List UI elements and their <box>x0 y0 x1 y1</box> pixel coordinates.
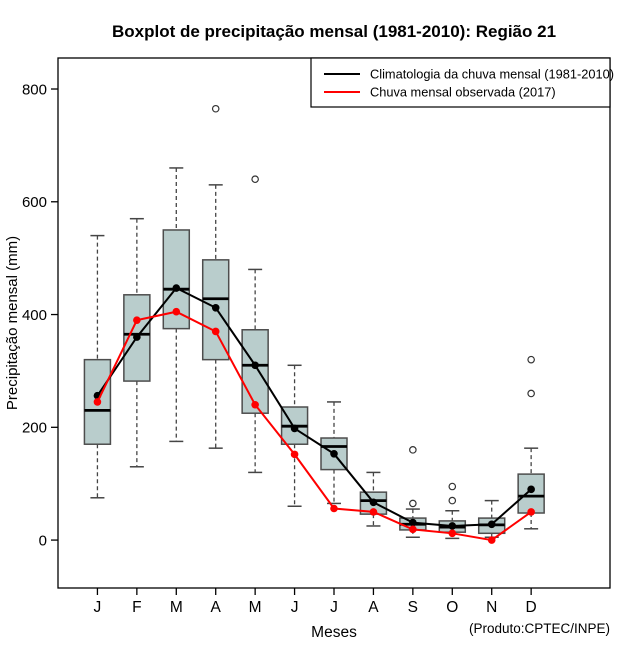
series-point <box>330 450 338 458</box>
boxplot-month <box>282 365 308 506</box>
x-tick-label: S <box>407 599 419 616</box>
x-tick-label: M <box>169 599 183 616</box>
outlier-point <box>410 447 416 453</box>
series-point <box>172 308 180 316</box>
x-tick-label: D <box>525 599 537 616</box>
boxplot-month <box>84 236 110 498</box>
chart-title: Boxplot de precipitação mensal (1981-2010): Região 21 <box>111 22 557 41</box>
series-line <box>97 288 531 526</box>
y-axis-title: Precipitação mensal (mm) <box>4 235 21 411</box>
series-point <box>488 520 496 528</box>
x-tick-label: A <box>210 599 221 616</box>
series-point <box>133 316 141 324</box>
boxplot-month <box>518 356 544 528</box>
x-tick-label: A <box>368 599 379 616</box>
series-point <box>172 284 180 292</box>
series-point <box>527 486 535 494</box>
series-point <box>330 505 338 513</box>
y-tick-label: 400 <box>21 306 47 324</box>
y-axis <box>4 81 58 549</box>
y-tick-label: 600 <box>21 194 47 212</box>
series-point <box>370 498 378 506</box>
series-point <box>448 530 456 538</box>
observed-series <box>94 308 535 544</box>
iqr-box <box>518 474 544 513</box>
series-point <box>291 425 299 433</box>
series-point <box>291 451 299 459</box>
x-tick-label: J <box>290 599 299 616</box>
legend-label: Chuva mensal observada (2017) <box>370 84 556 100</box>
legend-box <box>311 58 610 107</box>
series-point <box>488 536 496 544</box>
series-point <box>251 361 259 369</box>
boxplot-month <box>242 176 268 472</box>
outlier-point <box>410 500 416 506</box>
boxplot-month <box>163 168 189 441</box>
y-tick-label: 0 <box>38 532 47 550</box>
series-line <box>97 312 531 540</box>
series-point <box>212 304 220 312</box>
outlier-point <box>528 356 534 362</box>
x-tick-label: O <box>446 599 459 616</box>
series-point <box>409 519 417 527</box>
series-point <box>133 333 141 341</box>
series-point <box>94 398 102 406</box>
outlier-point <box>213 106 219 112</box>
climatology-series <box>94 284 535 530</box>
legend <box>311 58 614 107</box>
x-tick-label: J <box>330 599 338 616</box>
boxplot-month <box>124 219 150 467</box>
iqr-box <box>242 330 268 413</box>
series-point <box>527 508 535 516</box>
x-tick-label: J <box>93 599 102 616</box>
legend-label: Climatologia da chuva mensal (1981-2010) <box>370 66 614 82</box>
outlier-point <box>449 483 455 489</box>
x-tick-label: N <box>486 599 498 616</box>
x-axis-title: Meses <box>311 624 357 641</box>
series-point <box>370 508 378 516</box>
x-tick-label: M <box>248 599 262 616</box>
x-tick-label: F <box>132 599 142 616</box>
boxplot-month <box>479 501 505 538</box>
series-point <box>212 328 220 336</box>
boxplots <box>84 106 544 539</box>
series-point <box>251 401 259 409</box>
boxplot-month <box>203 106 229 449</box>
outlier-point <box>252 176 258 182</box>
y-tick-label: 200 <box>21 419 47 437</box>
y-tick-label: 800 <box>21 81 47 99</box>
series-point <box>448 522 456 530</box>
series-point <box>409 526 417 534</box>
outlier-point <box>528 390 534 396</box>
outlier-point <box>449 497 455 503</box>
product-credit: (Produto:CPTEC/INPE) <box>468 621 610 636</box>
